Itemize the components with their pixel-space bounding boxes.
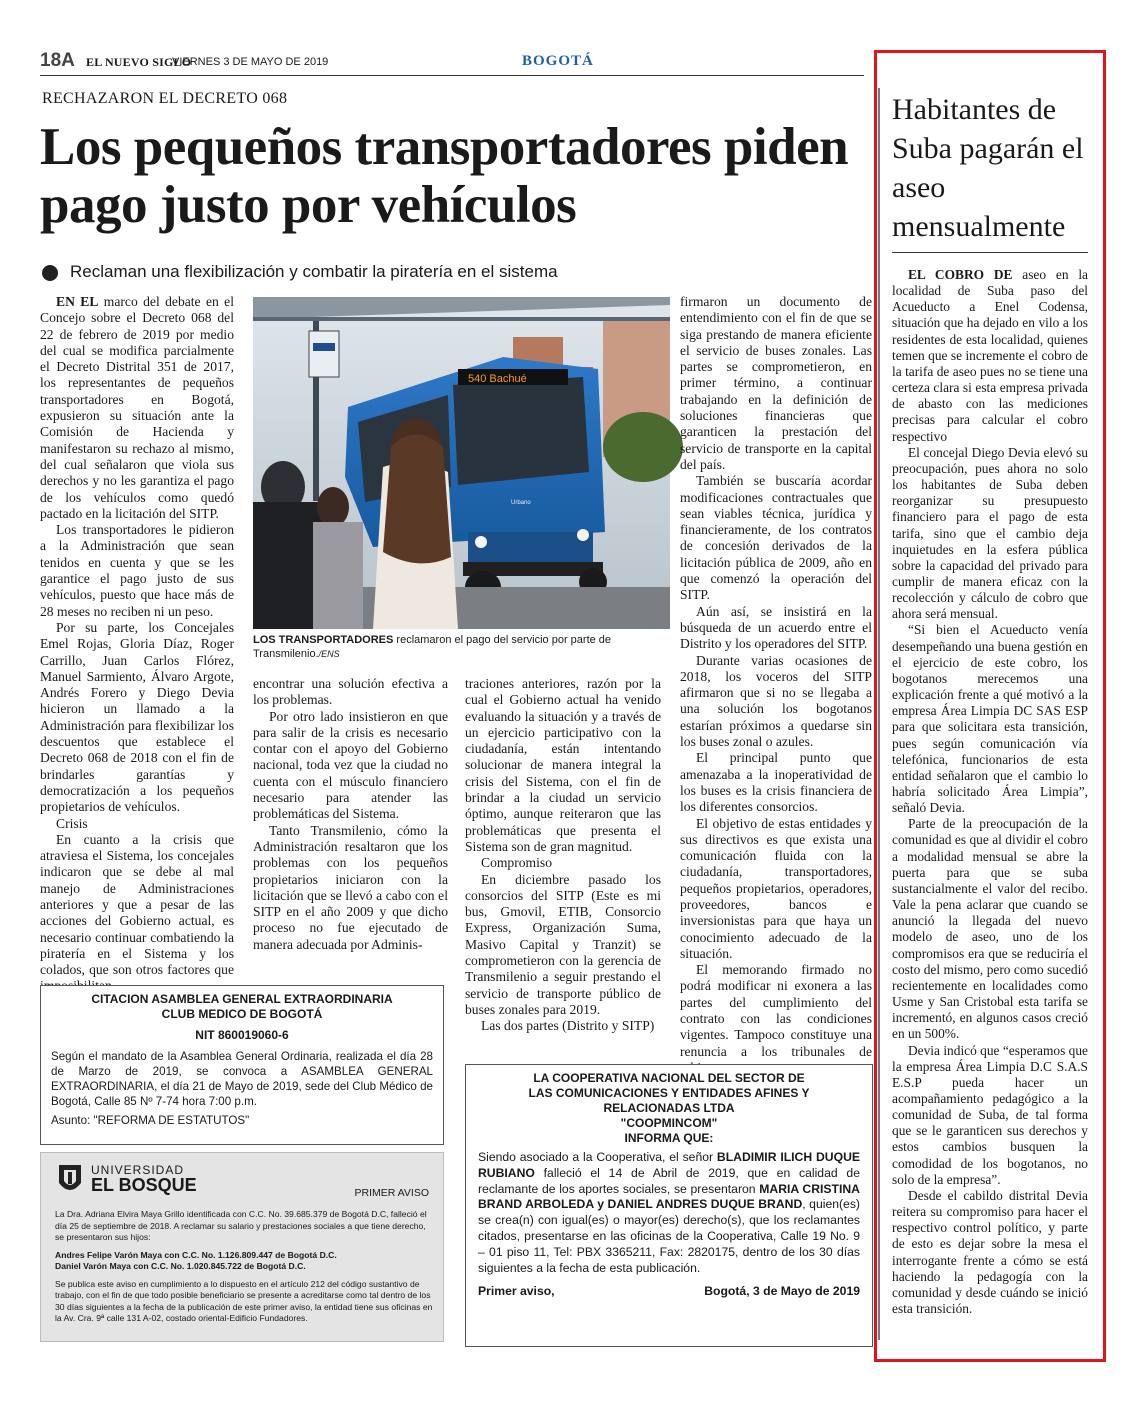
university-name-top: UNIVERSIDAD	[91, 1163, 185, 1177]
bus-photo	[253, 297, 670, 629]
newspaper-name: EL NUEVO SIGLO	[86, 55, 192, 69]
article-paragraph: firmaron un documento de entendimiento con el fin de que se siga prestando de manera eficiente el servicio de buses zonales. Las partes se comprometieron, en primer término, a continuar trabajando en la definición de soluciones financieras que garanticen la prestación del servicio de transporte en la capital del país.	[680, 294, 872, 472]
sidebar-body	[892, 267, 1088, 1317]
article-paragraph: El memorando firmado no podrá modificar ni exonera a las partes del cumplimiento del contrato con las condiciones vigentes. Tampoco constituye una renuncia a los tribunales de	[680, 962, 872, 1059]
notice-acronym: "COOPMINCOM"	[620, 1116, 718, 1130]
notice-body: Según el mandato de la Asamblea General Ordinaria, realizada el día 28 de Marzo de 2019, se convoca a ASAMBLEA GENERAL EXTRAORDINARIA, el día 21 de Mayo de 2019, sede del Club Médico de Bogotá, Calle 85 Nº 7-74 hora 7:00 p.m.	[51, 1050, 433, 1108]
header-rule	[40, 75, 864, 76]
sidebar-paragraph: Desde el cabildo distrital Devia reitera su compromiso para hacer el respectivo control político, y parte de esto es dejar sobre la mesa el interrogante frente a cómo se está haciendo la pedagogía con la comunidad y desde cuándo se inició esta transición.	[892, 1187, 1088, 1316]
photo-caption: LOS TRANSPORTADORES reclamaron el pago del servicio por parte de Transmilenio./ENS	[253, 634, 612, 660]
notice-subject: Asunto: "REFORMA DE ESTATUTOS"	[51, 1114, 250, 1127]
article-paragraph: Durante varias ocasiones de 2018, los voceros del SITP afirmaron que si no se llegaba a una solución los bogotanos estarían próximos a quedarse sin los buses zonal o azules.	[680, 652, 872, 750]
claimant-names: MARIA CRISTINA BRAND ARBOLEDA y DANIEL ANDRES DUQUE BRAND	[478, 1181, 860, 1212]
cooperative-notice	[465, 1064, 873, 1347]
article-paragraph: encontrar una solución efectiva a los problemas.	[253, 676, 448, 708]
sidebar-paragraph: “Si bien el Acueducto venía desempeñando una buena gestión en el ejercicio de este cobro, los bogotanos merecemos una explicación frente a qué motivó a la empresa Área Limpia DC SAS ESP para que solicitara esta transición, pues según comunicación vía telefónica, funcionarios de esta entidad señalaron que el cambio lo habría solicitado Área Limpia”, señaló Devia.	[892, 622, 1088, 816]
article-paragraph: Por su parte, los Concejales Emel Rojas, Gloria Díaz, Roger Carrillo, Juan Carlos Flórez, Manuel Sarmiento, Álvaro Argote, Andrés Forero y Diego Devia hicieron un llamado a la Administración para flexibilizar los descuentos que establece el Decreto 068 de 2018 con el fin de brindarles garantías y democratización a los pequeños propietarios de vehículos.	[40, 619, 234, 815]
notice-footer-date: Bogotá, 3 de Mayo de 2019	[704, 1284, 860, 1299]
heir-line: Andres Felipe Varón Maya con C.C. No. 1.126.809.447 de Bogotá D.C.	[55, 1249, 337, 1260]
article-paragraph: Por otro lado insistieron en que para salir de la crisis es necesario contar con el apoyo del Gobierno nacional, toda vez que la ciudad no cuenta con el músculo financiero necesario para atender las problemáticas del Sistema.	[253, 708, 448, 822]
notice-intro: INFORMA QUE:	[624, 1131, 714, 1145]
article-paragraph: Los transportadores le pidieron a la Administración que sean tenidos en cuenta y que se les garantice el pago justo de sus vehículos, puesto que hace más de 28 meses no reciben ni un peso.	[40, 522, 234, 619]
notice-footer-left: Primer aviso,	[478, 1284, 555, 1299]
article-paragraph: El principal punto que amenazaba a la inoperatividad de los buses es la crisis financiera de los diferentes consorcios.	[680, 750, 872, 815]
article-column-1	[40, 294, 234, 978]
caption-lead: LOS TRANSPORTADORES	[253, 634, 394, 646]
sidebar-paragraph: EL COBRO DE aseo en la localidad de Suba paso del Acueducto a Enel Codensa, situación que ha dejado en vilo a los residentes de esta localidad, quienes temen que se incremente el cobro de la tarifa de aseo pues no se tiene una certeza clara si esta empresa privada de abasto con las mediciones precisas para calcular el cobro respectivo	[892, 267, 1089, 444]
notice-title: RELACIONADAS LTDA	[603, 1101, 735, 1115]
article-kicker: RECHAZARON EL DECRETO 068	[42, 90, 288, 107]
article-paragraph: En diciembre pasado los consorcios del SITP (Este es mi bus, Gmovil, ETIB, Consorcio Express, Organización Suma, Masivo Capital y Tranzit) se comprometieron con la gerencia de Transmilenio a seguir prestando el servicio de transporte público de buses zonales para 2019.	[465, 871, 661, 1017]
article-subheading: Crisis	[56, 815, 88, 831]
notice-org: CLUB MEDICO DE BOGOTÁ	[161, 1007, 323, 1021]
article-paragraph: Tanto Transmilenio, cómo la Administración resaltaron que los problemas con los pequeños propietarios iniciaron con la licitación que se llevó a cabo con el SITP en el año 2009 y que dicho proceso no fue ejecutado de manera adecuada por Adminis-	[253, 822, 448, 952]
sidebar-headline: Habitantes de Suba pagarán el aseo mensualmente	[892, 90, 1088, 253]
sidebar-divider	[878, 88, 880, 1340]
article-paragraph: Las dos partes (Distrito y SITP)	[481, 1018, 655, 1034]
article-column-2	[253, 676, 448, 966]
university-notice	[40, 1152, 444, 1342]
article-paragraph: Aún así, se insistirá en la búsqueda de un acuerdo entre el Distrito y los operadores del SITP.	[680, 603, 872, 652]
article-paragraph: También se buscaría acordar modificaciones contractuales que sean viables técnica, jurídica y financieramente, de los contratos de concesión derivados de la licitación pública de 2009, año en que comenzó la operación del SITP.	[680, 473, 872, 603]
sidebar-paragraph: El concejal Diego Devia elevó su preocupación, pues ahora no solo los habitantes de Suba deben reorganizar su presupuesto financiero para el pago de esta tarifa, sino que el cambio deja inquietudes en la esfera pública sobre la capacidad del privado para cumplir de manera eficaz con la recolección y cálculo de cobro que ahora será mensual.	[892, 444, 1088, 622]
article-paragraph: En cuanto a la crisis que atraviesa el Sistema, los concejales indicaron que se debe al mal manejo de Administraciones anteriores y que a pesar de las acciones del Gobierno actual, es necesario continuar combatiendo la piratería en el Sistema y los colados, que son otros factores que	[40, 831, 234, 978]
article-subheading: Compromiso	[481, 855, 552, 871]
article-paragraph: traciones anteriores, razón por la cual el Gobierno actual ha venido evaluando la situación y a través de un ejercicio participativo con la ciudadanía, están intentando solucionar de manera integral la crisis del Sistema, con el fin de brindar a la ciudad un servicio óptimo, aunque reiteraron que las problemáticas que presenta el Sistema son de gran magnitud.	[465, 676, 661, 854]
notice-title: CITACION ASAMBLEA GENERAL EXTRAORDINARIA	[91, 992, 393, 1006]
notice-nit: NIT 860019060-6	[195, 1028, 289, 1042]
article-paragraph: El objetivo de estas entidades y sus directivos es que exista una comunicación fluida con la ciudadanía, transportadores, pequeños propietarios, operadores, proveedores, bancos e inversionistas para que haya un conocimiento adecuado de la situación.	[680, 815, 872, 961]
bullet-icon	[42, 265, 58, 281]
article-paragraph: EN EL marco del debate en el Concejo sobre el Decreto 068 del 22 de febrero de 2019 por medio del cual se modifica parcialmente el Decreto Distrital 351 de 2017, los representantes de pequeños transportadores en Bogotá, expusieron su situación ante la Comisión de Hacienda y manifestaron su rechazo al mismo, del cual señalaron que viola sus derechos y no les garantiza el pago de los vehículos como quedó pactado en la licitación del SITP.	[40, 294, 234, 521]
heir-line: Daniel Varón Maya con C.C. No. 1.020.845.722 de Bogotá D.C.	[55, 1261, 306, 1271]
deceased-name: BLADIMIR ILICH DUQUE RUBIANO	[478, 1150, 860, 1180]
article-column-4	[680, 294, 872, 1059]
notice-title: LA COOPERATIVA NACIONAL DEL SECTOR DE	[533, 1071, 805, 1085]
bus-route-sign: 540 Bachué	[468, 373, 527, 385]
article-headline: Los pequeños transportadores piden pago justo por vehículos	[40, 118, 849, 234]
sidebar-paragraph: Parte de la preocupación de la comunidad es que al dividir el cobro a modalidad mensual se abre la puerta para que se suba sustancialmente el valor del recibo. Vale la pena aclarar que cuando se anunció la llegada del nuevo modelo de aseo, uno de los compromisos era que se reduciría el costo del mismo, pero como sucedió recientemente en localidades como Usme y San Cristobal esta tarifa se incrementó, en algunos casos creció en un 500%.	[892, 816, 1088, 1042]
notice-body: Siendo asociado a la Cooperativa, el señor BLADIMIR ILICH DUQUE RUBIANO falleció el 14 de Abril de 2019, que en calidad de reclamante de los aportes sociales, se presentaron MARIA CRISTINA BRAND ARBOLEDA y DANIEL ANDRES DUQUE BRAND, quien(es) se crea(n) con igual(es) o mayor(es) derecho(s), que los reclamantes citados, presentarse en las oficinas de la Cooperativa, Calle 19 No. 9 – 01 piso 11, Tel: PBX 3365211, Fax: 2820175, dentro de los 30 días siguientes a la fecha de esta publicación.	[478, 1150, 860, 1275]
sidebar-paragraph: Devia indicó que “esperamos que la empresa Área Limpia D.C S.A.S E.S.P pueda hacer un acompañamiento pedagógico a la comunidad de Suba, de tal forma que se le garanticen sus derechos y estos cambios busquen la comodidad de los bogotanos, no solo de la empresa”.	[892, 1042, 1088, 1187]
sidebar-article	[892, 90, 1088, 1317]
assembly-notice	[40, 985, 444, 1145]
section-name: BOGOTÁ	[522, 53, 594, 69]
lead-in: EN EL	[56, 294, 99, 309]
page-number: 18A	[40, 50, 75, 71]
notice-paragraph: La Dra. Adriana Elvira Maya Grillo identificada con C.C. No. 39.685.379 de Bogotá D.C, falleció el día 25 de septiembre de 2018. A reclamar su salario y prestaciones sociales a que tiene derecho, se presentaron sus hijos:	[55, 1209, 427, 1242]
bus-photo-illustration	[253, 297, 670, 629]
bus-brand-label: Urbano	[511, 500, 531, 506]
notice-paragraph: Se publica este aviso en cumplimiento a lo dispuesto en el artículo 212 del código sustantivo de trabajo, con el fin de que todo posible beneficiario se presente a acreditarse como tal dentro de los 30 días siguientes a la fecha de la publicación de este primer aviso, la entidad tiene sus oficinas en la Av. Cra. 9ª calle 131 A-02, costado oriental-Edificio Fundadores.	[55, 1278, 433, 1323]
university-name: EL BOSQUE	[91, 1175, 197, 1195]
article-column-3	[465, 676, 661, 1044]
photo-credit: /ENS	[318, 649, 340, 659]
university-logo-icon	[55, 1163, 85, 1197]
article-subhead: Reclaman una flexibilización y combatir la piratería en el sistema	[70, 262, 558, 281]
lead-in: EL COBRO DE	[908, 267, 1013, 282]
notice-title: LAS COMUNICACIONES Y ENTIDADES AFINES Y	[528, 1086, 810, 1100]
issue-date: VIERNES 3 DE MAYO DE 2019	[172, 56, 329, 68]
notice-label: PRIMER AVISO	[354, 1187, 429, 1199]
